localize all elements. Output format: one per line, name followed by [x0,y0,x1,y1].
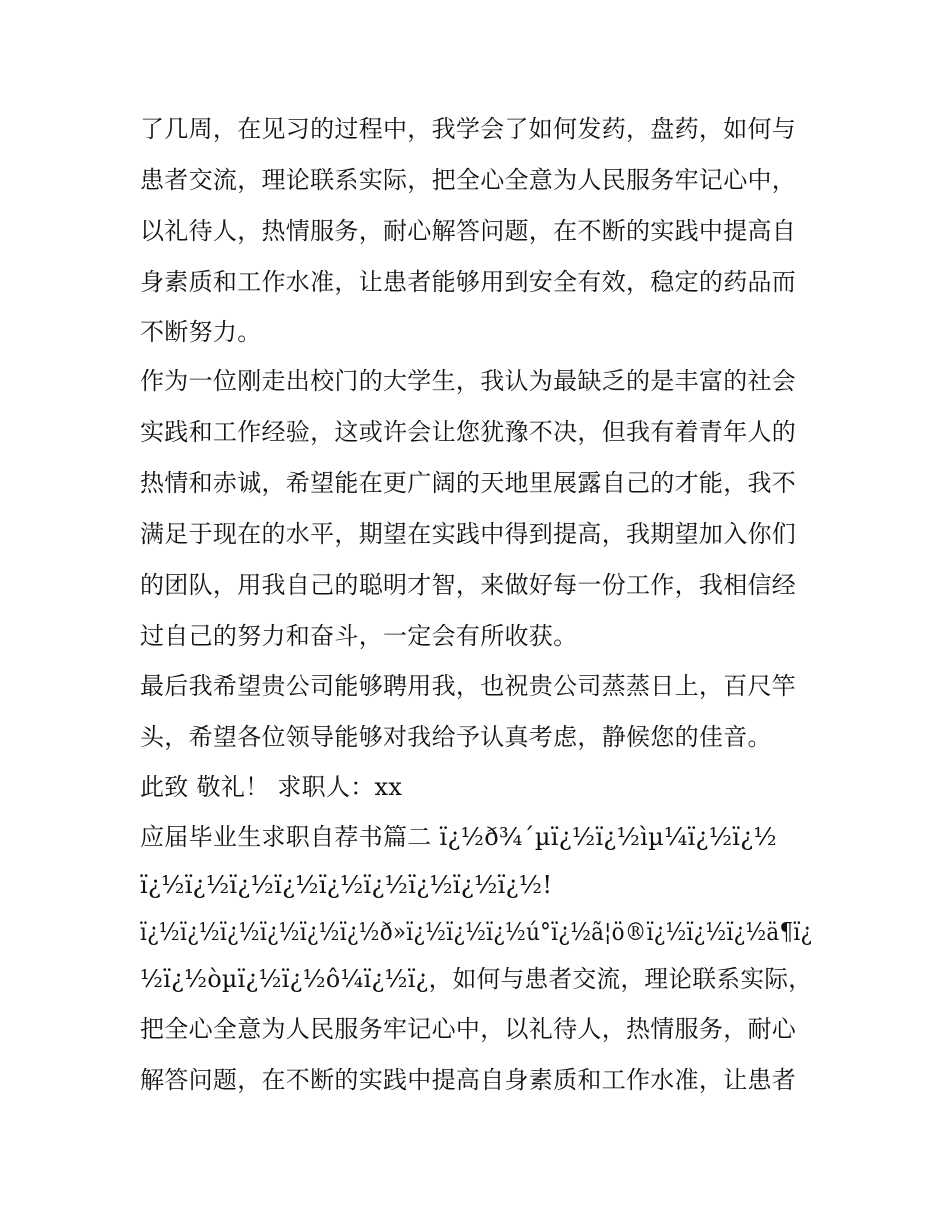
text-line: 了几周，在见习的过程中，我学会了如何发药，盘药，如何与 [140,115,797,143]
text-line: 应届毕业生求职自荐书篇二 ï¿½ð¾´µï¿½ï¿½ìµ¼ï¿½ï¿½ [140,823,777,851]
text-line: 过自己的努力和奋斗，一定会有所收获。 [140,622,578,650]
text-line: ½ï¿½òµï¿½ï¿½ô¼ï¿½ï¿，如何与患者交流，理论联系实际， [140,965,813,993]
text-line: ï¿½ï¿½ï¿½ï¿½ï¿½ï¿½ï¿½ï¿½ï¿½! [140,871,553,899]
text-line: 最后我希望贵公司能够聘用我，也祝贵公司蒸蒸日上，百尺竿 [140,672,797,700]
text-line: ï¿½ï¿½ï¿½ï¿½ï¿½ï¿½ð»ï¿½ï¿½ï¿½ú°ï¿½ã¦ö®ï¿½ï¿½ï¿½ä¶ï¿ [140,918,813,946]
text-line: 此致 敬礼！ 求职人：xx [140,773,403,801]
text-line: 以礼待人，热情服务，耐心解答问题，在不断的实践中提高自 [140,217,797,245]
text-line: 头，希望各位领导能够对我给予认真考虑，静候您的佳音。 [140,723,772,751]
text-line: 满足于现在的水平，期望在实践中得到提高，我期望加入你们 [140,520,797,548]
text-line: 实践和工作经验，这或许会让您犹豫不决，但我有着青年人的 [140,418,797,446]
text-line: 的团队，用我自己的聪明才智，来做好每一份工作，我相信经 [140,571,797,599]
text-line: 患者交流，理论联系实际，把全心全意为人民服务牢记心中， [140,166,797,194]
text-line: 热情和赤诚，希望能在更广阔的天地里展露自己的才能，我不 [140,469,797,497]
text-line: 不断努力。 [140,318,262,346]
text-line: 把全心全意为人民服务牢记心中，以礼待人，热情服务，耐心 [140,1015,797,1043]
text-line: 解答问题，在不断的实践中提高自身素质和工作水准，让患者 [140,1066,797,1094]
text-line: 作为一位刚走出校门的大学生，我认为最缺乏的是丰富的社会 [140,367,797,395]
text-line: 身素质和工作水准，让患者能够用到安全有效，稳定的药品而 [140,268,797,296]
